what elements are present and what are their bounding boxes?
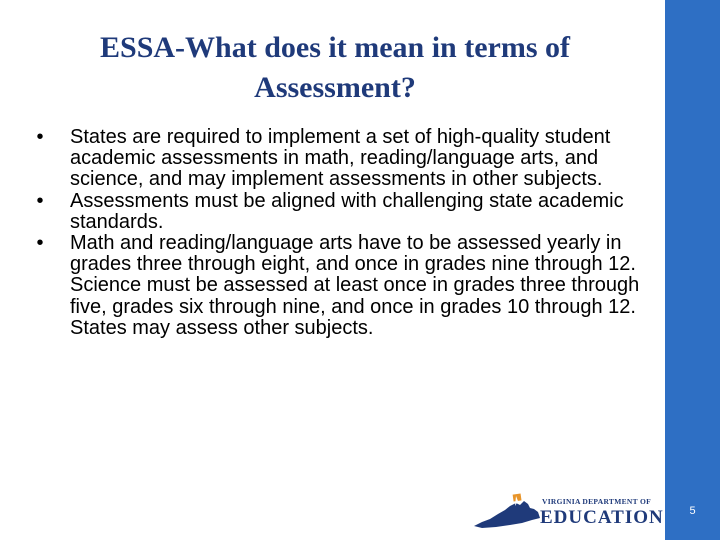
bullet-dot: • bbox=[36, 232, 44, 255]
logo-text-education: EDUCATION bbox=[540, 507, 664, 528]
bullet-dot: • bbox=[36, 126, 44, 148]
vdoe-logo bbox=[472, 492, 664, 532]
bullet-text: Assessments must be aligned with challenging state academic standards. bbox=[70, 189, 624, 233]
title-line-1: ESSA-What does it mean in terms of bbox=[100, 31, 570, 64]
bullet-item bbox=[30, 233, 650, 339]
bullet-text: Math and reading/language arts have to be assessed yearly in grades three through eight, and once in grades nine through 12. Science must be assessed at least once in grades three through five, grades six through nine, and once in grades 10 through 12. States may assess other subjects. bbox=[70, 232, 640, 339]
slide-number: 5 bbox=[689, 505, 696, 517]
logo-text-department: VIRGINIA DEPARTMENT OF bbox=[542, 497, 651, 506]
right-accent-bar bbox=[665, 0, 720, 540]
bullet-list bbox=[30, 127, 650, 339]
bullet-dot: • bbox=[36, 189, 44, 212]
bullet-item bbox=[30, 127, 650, 191]
bullet-item bbox=[30, 191, 650, 233]
title-line-2: Assessment? bbox=[254, 71, 416, 104]
bullet-text: States are required to implement a set of high-quality student academic assessments in math, reading/language arts, and science, and may implement assessments in other subjects. bbox=[70, 126, 611, 191]
slide-title bbox=[40, 28, 630, 108]
virginia-state-icon bbox=[472, 492, 542, 532]
